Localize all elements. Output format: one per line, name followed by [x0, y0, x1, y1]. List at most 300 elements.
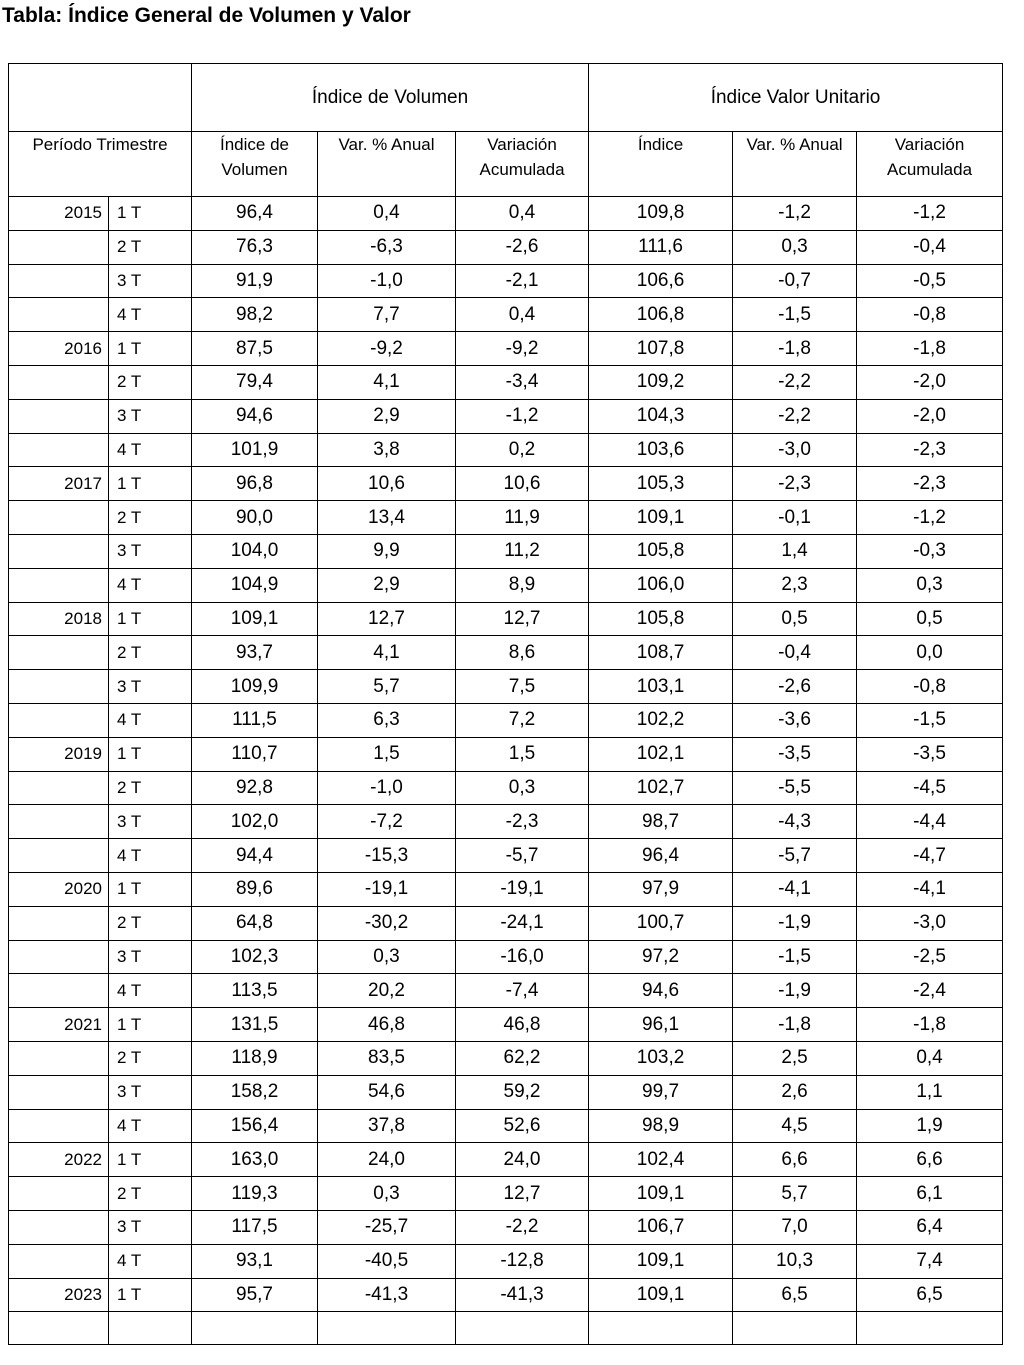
- volume-index-cell: 119,3: [192, 1177, 318, 1211]
- value-annual-var-cell: -1,8: [733, 1008, 857, 1042]
- volume-annual-var-cell: -1,0: [318, 264, 456, 298]
- volume-accum-var-cell: 0,2: [456, 433, 589, 467]
- volume-annual-var-cell: 3,8: [318, 433, 456, 467]
- volume-index-cell: 64,8: [192, 906, 318, 940]
- quarter-cell: 2 T: [109, 1041, 192, 1075]
- quarter-cell: 1 T: [109, 332, 192, 366]
- value-annual-var-cell: -2,2: [733, 365, 857, 399]
- table-row: [9, 365, 1003, 399]
- empty-table-row: [9, 1312, 1003, 1345]
- year-cell: [9, 703, 109, 737]
- volume-index-cell: 102,3: [192, 940, 318, 974]
- value-accum-var-cell: -0,3: [857, 534, 1003, 568]
- quarter-cell: 4 T: [109, 568, 192, 602]
- value-accum-var-cell: 1,1: [857, 1075, 1003, 1109]
- value-accum-var-cell: -2,0: [857, 399, 1003, 433]
- blank-header-cell: [9, 64, 192, 132]
- value-annual-var-cell: -3,6: [733, 703, 857, 737]
- value-index-cell: 98,7: [589, 805, 733, 839]
- year-cell: [9, 940, 109, 974]
- table-row: [9, 737, 1003, 771]
- volume-index-cell: 104,9: [192, 568, 318, 602]
- quarter-cell: 4 T: [109, 433, 192, 467]
- quarter-cell: 4 T: [109, 703, 192, 737]
- value-annual-var-cell: 6,5: [733, 1278, 857, 1312]
- table-row: [9, 839, 1003, 873]
- value-accum-var-cell: 0,5: [857, 602, 1003, 636]
- volume-annual-var-cell: 24,0: [318, 1143, 456, 1177]
- volume-annual-var-cell: -40,5: [318, 1244, 456, 1278]
- value-index-cell: 103,6: [589, 433, 733, 467]
- value-accum-var-cell: -3,5: [857, 737, 1003, 771]
- quarter-cell: 2 T: [109, 636, 192, 670]
- volume-annual-var-cell: 6,3: [318, 703, 456, 737]
- volume-accum-var-cell: 7,2: [456, 703, 589, 737]
- value-accum-var-cell: -2,4: [857, 974, 1003, 1008]
- volume-accum-var-cell: -3,4: [456, 365, 589, 399]
- volume-annual-var-cell: 7,7: [318, 298, 456, 332]
- volume-accum-var-cell: -16,0: [456, 940, 589, 974]
- value-accum-var-header: Variación Acumulada: [857, 132, 1003, 197]
- value-index-cell: 106,6: [589, 264, 733, 298]
- value-annual-var-cell: -1,5: [733, 940, 857, 974]
- value-index-cell: 109,8: [589, 197, 733, 231]
- year-cell: 2021: [9, 1008, 109, 1042]
- volume-accum-var-cell: 0,4: [456, 197, 589, 231]
- table-row: [9, 906, 1003, 940]
- year-cell: [9, 230, 109, 264]
- value-annual-var-cell: -1,5: [733, 298, 857, 332]
- table-row: [9, 771, 1003, 805]
- quarter-cell: 2 T: [109, 365, 192, 399]
- year-cell: [9, 433, 109, 467]
- quarter-cell: 4 T: [109, 1109, 192, 1143]
- volume-accum-var-cell: -19,1: [456, 872, 589, 906]
- value-accum-var-cell: -1,8: [857, 1008, 1003, 1042]
- value-annual-var-cell: -1,8: [733, 332, 857, 366]
- volume-annual-var-cell: 20,2: [318, 974, 456, 1008]
- table-row: [9, 703, 1003, 737]
- value-index-cell: 96,1: [589, 1008, 733, 1042]
- volume-annual-var-cell: 12,7: [318, 602, 456, 636]
- value-annual-var-cell: -0,4: [733, 636, 857, 670]
- table-row: [9, 670, 1003, 704]
- value-index-cell: 105,3: [589, 467, 733, 501]
- volume-index-cell: 117,5: [192, 1210, 318, 1244]
- value-index-cell: 102,7: [589, 771, 733, 805]
- quarter-cell: 3 T: [109, 1210, 192, 1244]
- value-group-header: Índice Valor Unitario: [589, 64, 1003, 132]
- table-row: [9, 1008, 1003, 1042]
- volume-annual-var-cell: 46,8: [318, 1008, 456, 1042]
- value-index-cell: 104,3: [589, 399, 733, 433]
- year-cell: [9, 771, 109, 805]
- volume-accum-var-cell: 8,6: [456, 636, 589, 670]
- value-index-cell: 111,6: [589, 230, 733, 264]
- volume-annual-var-cell: 4,1: [318, 636, 456, 670]
- quarter-cell: 3 T: [109, 534, 192, 568]
- quarter-cell: 1 T: [109, 1143, 192, 1177]
- value-annual-var-header: Var. % Anual: [733, 132, 857, 197]
- volume-annual-var-cell: -6,3: [318, 230, 456, 264]
- value-annual-var-cell: -1,9: [733, 974, 857, 1008]
- value-accum-var-cell: 6,6: [857, 1143, 1003, 1177]
- empty-cell: [733, 1312, 857, 1345]
- year-cell: [9, 1177, 109, 1211]
- year-cell: [9, 839, 109, 873]
- volume-annual-var-cell: 4,1: [318, 365, 456, 399]
- volume-index-cell: 111,5: [192, 703, 318, 737]
- volume-index-cell: 98,2: [192, 298, 318, 332]
- year-cell: [9, 365, 109, 399]
- year-cell: [9, 1210, 109, 1244]
- table-row: [9, 1278, 1003, 1312]
- year-cell: [9, 1075, 109, 1109]
- table-row: [9, 534, 1003, 568]
- value-annual-var-cell: -5,7: [733, 839, 857, 873]
- value-index-cell: 109,1: [589, 1278, 733, 1312]
- value-index-cell: 99,7: [589, 1075, 733, 1109]
- value-annual-var-cell: -4,1: [733, 872, 857, 906]
- table-row: [9, 230, 1003, 264]
- volume-index-cell: 94,4: [192, 839, 318, 873]
- value-annual-var-cell: -1,2: [733, 197, 857, 231]
- volume-accum-var-cell: -24,1: [456, 906, 589, 940]
- volume-annual-var-cell: 9,9: [318, 534, 456, 568]
- value-index-cell: 102,1: [589, 737, 733, 771]
- volume-index-cell: 102,0: [192, 805, 318, 839]
- volume-index-cell: 94,6: [192, 399, 318, 433]
- volume-annual-var-cell: -19,1: [318, 872, 456, 906]
- quarter-cell: 3 T: [109, 805, 192, 839]
- empty-cell: [589, 1312, 733, 1345]
- value-annual-var-cell: -1,9: [733, 906, 857, 940]
- volume-accum-var-cell: 0,3: [456, 771, 589, 805]
- volume-index-cell: 79,4: [192, 365, 318, 399]
- volume-accum-var-cell: -41,3: [456, 1278, 589, 1312]
- value-accum-var-cell: 6,5: [857, 1278, 1003, 1312]
- year-cell: 2016: [9, 332, 109, 366]
- volume-annual-var-cell: -41,3: [318, 1278, 456, 1312]
- quarter-cell: 3 T: [109, 940, 192, 974]
- volume-annual-var-cell: 2,9: [318, 399, 456, 433]
- table-body: [9, 197, 1003, 1345]
- year-cell: [9, 568, 109, 602]
- value-index-cell: 109,2: [589, 365, 733, 399]
- year-cell: 2015: [9, 197, 109, 231]
- value-accum-var-cell: -4,1: [857, 872, 1003, 906]
- volume-index-cell: 104,0: [192, 534, 318, 568]
- value-annual-var-cell: 10,3: [733, 1244, 857, 1278]
- volume-annual-var-header: Var. % Anual: [318, 132, 456, 197]
- volume-index-cell: 89,6: [192, 872, 318, 906]
- value-annual-var-cell: 0,3: [733, 230, 857, 264]
- table-row: [9, 805, 1003, 839]
- volume-accum-var-cell: 46,8: [456, 1008, 589, 1042]
- table-row: [9, 399, 1003, 433]
- volume-index-cell: 76,3: [192, 230, 318, 264]
- volume-group-header: Índice de Volumen: [192, 64, 589, 132]
- value-index-cell: 98,9: [589, 1109, 733, 1143]
- year-cell: 2020: [9, 872, 109, 906]
- value-accum-var-cell: 1,9: [857, 1109, 1003, 1143]
- value-annual-var-cell: 2,6: [733, 1075, 857, 1109]
- index-table: [8, 63, 1003, 1345]
- volume-accum-var-cell: 52,6: [456, 1109, 589, 1143]
- value-annual-var-cell: -0,7: [733, 264, 857, 298]
- volume-index-cell: 92,8: [192, 771, 318, 805]
- volume-index-cell: 95,7: [192, 1278, 318, 1312]
- volume-accum-var-cell: -9,2: [456, 332, 589, 366]
- volume-annual-var-cell: 0,3: [318, 940, 456, 974]
- volume-annual-var-cell: 54,6: [318, 1075, 456, 1109]
- volume-accum-var-cell: -2,1: [456, 264, 589, 298]
- group-header-row: [9, 64, 1003, 132]
- volume-annual-var-cell: 13,4: [318, 501, 456, 535]
- volume-annual-var-cell: 1,5: [318, 737, 456, 771]
- table-row: [9, 1109, 1003, 1143]
- quarter-cell: 2 T: [109, 230, 192, 264]
- table-row: [9, 433, 1003, 467]
- empty-cell: [109, 1312, 192, 1345]
- volume-accum-var-cell: -5,7: [456, 839, 589, 873]
- year-cell: 2022: [9, 1143, 109, 1177]
- value-accum-var-cell: -4,5: [857, 771, 1003, 805]
- quarter-cell: 1 T: [109, 602, 192, 636]
- quarter-cell: 2 T: [109, 771, 192, 805]
- volume-accum-var-cell: 59,2: [456, 1075, 589, 1109]
- volume-annual-var-cell: -30,2: [318, 906, 456, 940]
- table-row: [9, 332, 1003, 366]
- volume-index-cell: 96,4: [192, 197, 318, 231]
- value-accum-var-cell: -1,8: [857, 332, 1003, 366]
- volume-index-cell: 109,1: [192, 602, 318, 636]
- value-accum-var-cell: -2,0: [857, 365, 1003, 399]
- volume-accum-var-cell: -12,8: [456, 1244, 589, 1278]
- value-annual-var-cell: 2,3: [733, 568, 857, 602]
- quarter-cell: 3 T: [109, 670, 192, 704]
- value-annual-var-cell: -3,0: [733, 433, 857, 467]
- table-row: [9, 872, 1003, 906]
- value-accum-var-cell: 7,4: [857, 1244, 1003, 1278]
- value-accum-var-cell: -1,2: [857, 197, 1003, 231]
- value-accum-var-cell: 0,4: [857, 1041, 1003, 1075]
- table-row: [9, 1177, 1003, 1211]
- table-row: [9, 602, 1003, 636]
- quarter-cell: 1 T: [109, 1008, 192, 1042]
- value-index-cell: 107,8: [589, 332, 733, 366]
- value-index-cell: 100,7: [589, 906, 733, 940]
- value-accum-var-cell: -2,3: [857, 433, 1003, 467]
- value-annual-var-cell: 6,6: [733, 1143, 857, 1177]
- volume-annual-var-cell: -15,3: [318, 839, 456, 873]
- quarter-cell: 4 T: [109, 839, 192, 873]
- value-annual-var-cell: -3,5: [733, 737, 857, 771]
- volume-index-cell: 91,9: [192, 264, 318, 298]
- year-cell: [9, 399, 109, 433]
- volume-index-cell: 101,9: [192, 433, 318, 467]
- volume-annual-var-cell: 37,8: [318, 1109, 456, 1143]
- volume-accum-var-cell: -2,2: [456, 1210, 589, 1244]
- volume-annual-var-cell: 2,9: [318, 568, 456, 602]
- year-cell: [9, 670, 109, 704]
- table-row: [9, 197, 1003, 231]
- table-row: [9, 636, 1003, 670]
- empty-cell: [318, 1312, 456, 1345]
- volume-annual-var-cell: -1,0: [318, 771, 456, 805]
- volume-accum-var-cell: 1,5: [456, 737, 589, 771]
- volume-index-cell: 93,1: [192, 1244, 318, 1278]
- volume-index-cell: 93,7: [192, 636, 318, 670]
- column-header-row: [9, 132, 1003, 197]
- year-cell: 2018: [9, 602, 109, 636]
- quarter-cell: 2 T: [109, 906, 192, 940]
- value-accum-var-cell: -0,8: [857, 670, 1003, 704]
- volume-index-cell: 163,0: [192, 1143, 318, 1177]
- quarter-cell: 3 T: [109, 264, 192, 298]
- table-row: [9, 1244, 1003, 1278]
- value-index-cell: 94,6: [589, 974, 733, 1008]
- volume-index-cell: 113,5: [192, 974, 318, 1008]
- volume-accum-var-cell: 12,7: [456, 602, 589, 636]
- year-cell: [9, 501, 109, 535]
- volume-index-cell: 87,5: [192, 332, 318, 366]
- table-row: [9, 1041, 1003, 1075]
- value-index-cell: 106,7: [589, 1210, 733, 1244]
- quarter-cell: 4 T: [109, 1244, 192, 1278]
- volume-index-cell: 158,2: [192, 1075, 318, 1109]
- value-annual-var-cell: -0,1: [733, 501, 857, 535]
- volume-index-cell: 109,9: [192, 670, 318, 704]
- volume-accum-var-cell: 0,4: [456, 298, 589, 332]
- volume-annual-var-cell: 0,3: [318, 1177, 456, 1211]
- table-row: [9, 1143, 1003, 1177]
- volume-annual-var-cell: -9,2: [318, 332, 456, 366]
- volume-annual-var-cell: 10,6: [318, 467, 456, 501]
- quarter-cell: 3 T: [109, 1075, 192, 1109]
- volume-accum-var-cell: -7,4: [456, 974, 589, 1008]
- value-annual-var-cell: 0,5: [733, 602, 857, 636]
- value-index-cell: 106,8: [589, 298, 733, 332]
- volume-annual-var-cell: 83,5: [318, 1041, 456, 1075]
- value-index-cell: 105,8: [589, 602, 733, 636]
- value-index-cell: 102,4: [589, 1143, 733, 1177]
- quarter-cell: 4 T: [109, 974, 192, 1008]
- value-accum-var-cell: -0,8: [857, 298, 1003, 332]
- quarter-cell: 1 T: [109, 197, 192, 231]
- empty-cell: [456, 1312, 589, 1345]
- volume-accum-var-cell: -2,6: [456, 230, 589, 264]
- value-index-cell: 108,7: [589, 636, 733, 670]
- volume-index-cell: 118,9: [192, 1041, 318, 1075]
- volume-index-cell: 131,5: [192, 1008, 318, 1042]
- volume-index-cell: 90,0: [192, 501, 318, 535]
- value-annual-var-cell: -2,3: [733, 467, 857, 501]
- table-row: [9, 264, 1003, 298]
- quarter-cell: 4 T: [109, 298, 192, 332]
- volume-index-header: Índice de Volumen: [192, 132, 318, 197]
- volume-annual-var-cell: 5,7: [318, 670, 456, 704]
- year-cell: [9, 264, 109, 298]
- year-cell: [9, 534, 109, 568]
- value-accum-var-cell: 0,3: [857, 568, 1003, 602]
- year-cell: [9, 1109, 109, 1143]
- table-row: [9, 1210, 1003, 1244]
- volume-accum-var-cell: -1,2: [456, 399, 589, 433]
- year-cell: [9, 298, 109, 332]
- value-accum-var-cell: -2,3: [857, 467, 1003, 501]
- value-accum-var-cell: -2,5: [857, 940, 1003, 974]
- table-row: [9, 501, 1003, 535]
- value-index-cell: 106,0: [589, 568, 733, 602]
- value-annual-var-cell: -5,5: [733, 771, 857, 805]
- value-index-header: Índice: [589, 132, 733, 197]
- table-title: Tabla: Índice General de Volumen y Valor: [2, 4, 411, 27]
- volume-index-cell: 110,7: [192, 737, 318, 771]
- volume-annual-var-cell: -25,7: [318, 1210, 456, 1244]
- volume-annual-var-cell: -7,2: [318, 805, 456, 839]
- value-index-cell: 109,1: [589, 1177, 733, 1211]
- volume-accum-var-cell: 62,2: [456, 1041, 589, 1075]
- quarter-cell: 1 T: [109, 737, 192, 771]
- value-index-cell: 109,1: [589, 1244, 733, 1278]
- value-accum-var-cell: -0,5: [857, 264, 1003, 298]
- quarter-cell: 1 T: [109, 467, 192, 501]
- value-index-cell: 105,8: [589, 534, 733, 568]
- year-cell: [9, 636, 109, 670]
- value-accum-var-cell: -0,4: [857, 230, 1003, 264]
- value-accum-var-cell: 0,0: [857, 636, 1003, 670]
- value-index-cell: 96,4: [589, 839, 733, 873]
- value-annual-var-cell: 7,0: [733, 1210, 857, 1244]
- value-annual-var-cell: 4,5: [733, 1109, 857, 1143]
- volume-accum-var-cell: -2,3: [456, 805, 589, 839]
- value-accum-var-cell: -4,7: [857, 839, 1003, 873]
- value-annual-var-cell: -2,2: [733, 399, 857, 433]
- volume-accum-var-cell: 7,5: [456, 670, 589, 704]
- period-header: Período Trimestre: [9, 132, 192, 197]
- value-index-cell: 97,2: [589, 940, 733, 974]
- volume-accum-var-header: Variación Acumulada: [456, 132, 589, 197]
- table-row: [9, 974, 1003, 1008]
- year-cell: [9, 1041, 109, 1075]
- table-row: [9, 568, 1003, 602]
- year-cell: 2023: [9, 1278, 109, 1312]
- volume-accum-var-cell: 12,7: [456, 1177, 589, 1211]
- year-cell: [9, 906, 109, 940]
- empty-cell: [192, 1312, 318, 1345]
- volume-annual-var-cell: 0,4: [318, 197, 456, 231]
- value-index-cell: 102,2: [589, 703, 733, 737]
- table-row: [9, 467, 1003, 501]
- empty-cell: [857, 1312, 1003, 1345]
- quarter-cell: 2 T: [109, 1177, 192, 1211]
- value-accum-var-cell: 6,4: [857, 1210, 1003, 1244]
- value-accum-var-cell: -4,4: [857, 805, 1003, 839]
- value-annual-var-cell: -2,6: [733, 670, 857, 704]
- value-annual-var-cell: 2,5: [733, 1041, 857, 1075]
- year-cell: 2017: [9, 467, 109, 501]
- table-row: [9, 1075, 1003, 1109]
- value-annual-var-cell: 5,7: [733, 1177, 857, 1211]
- value-accum-var-cell: -3,0: [857, 906, 1003, 940]
- volume-accum-var-cell: 24,0: [456, 1143, 589, 1177]
- empty-cell: [9, 1312, 109, 1345]
- volume-accum-var-cell: 11,9: [456, 501, 589, 535]
- volume-accum-var-cell: 11,2: [456, 534, 589, 568]
- value-annual-var-cell: 1,4: [733, 534, 857, 568]
- year-cell: [9, 805, 109, 839]
